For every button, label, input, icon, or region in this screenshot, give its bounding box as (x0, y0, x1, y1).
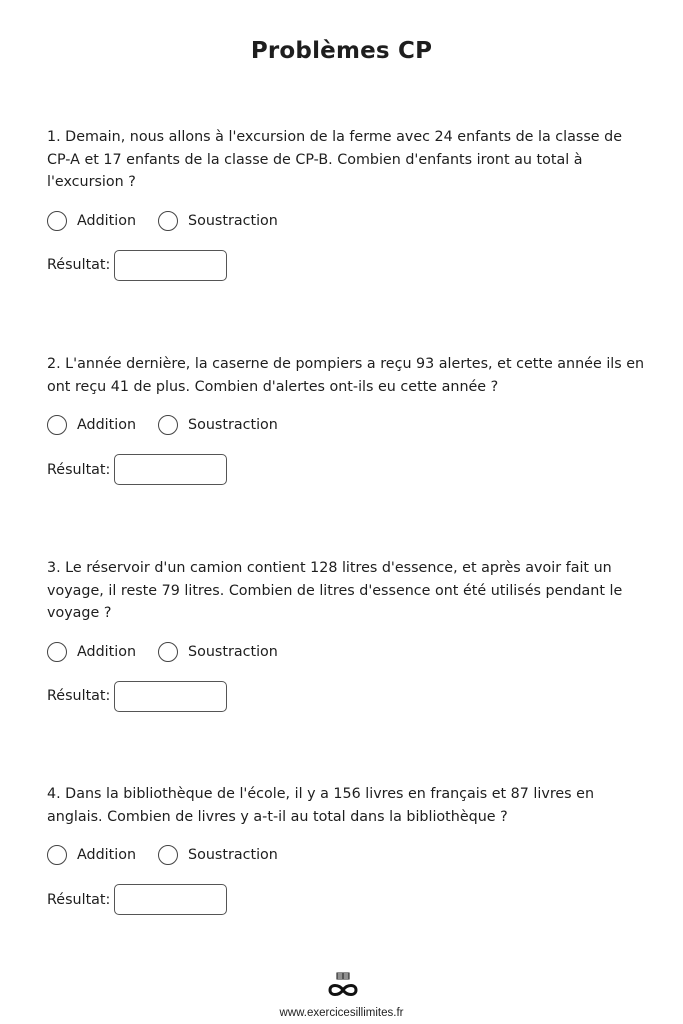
result-input[interactable] (114, 250, 227, 281)
soustraction-option[interactable] (158, 642, 278, 662)
soustraction-radio[interactable] (158, 642, 178, 662)
addition-option[interactable] (47, 415, 136, 435)
problem-question: 3. Le réservoir d'un camion contient 128 litres d'essence, et après avoir fait un voyage, il reste 79 litres. Combien de litres d'essence ont été utilisés pendant le voyage ? (47, 560, 623, 621)
soustraction-label: Soustraction (188, 212, 278, 229)
soustraction-label: Soustraction (188, 643, 278, 660)
problem-question: 2. L'année dernière, la caserne de pompiers a reçu 93 alertes, et cette année ils en ont reçu 41 de plus. Combien d'alertes ont-ils eu cette année ? (47, 356, 645, 395)
soustraction-radio[interactable] (158, 211, 178, 231)
soustraction-radio[interactable] (158, 845, 178, 865)
soustraction-radio[interactable] (158, 415, 178, 435)
problem-question: 1. Demain, nous allons à l'excursion de la ferme avec 24 enfants de la classe de CP-A et 17 enfants de la classe de CP-B. Combien d'enfants iront au total à l'excursion ? (47, 129, 622, 190)
result-row (47, 250, 647, 281)
operation-options (47, 640, 647, 664)
operation-options (47, 413, 647, 437)
problem-4 (47, 783, 647, 915)
result-label: Résultat: (47, 891, 111, 908)
addition-label: Addition (77, 417, 137, 433)
addition-radio[interactable] (47, 211, 67, 231)
soustraction-label: Soustraction (188, 417, 278, 433)
problem-3 (47, 557, 647, 712)
addition-label: Addition (77, 847, 137, 863)
problem-2 (47, 353, 647, 485)
page-title: Problèmes CP (250, 38, 433, 64)
problem-1 (47, 126, 647, 281)
addition-radio[interactable] (47, 642, 67, 662)
addition-option[interactable] (47, 211, 136, 231)
soustraction-option[interactable] (158, 415, 278, 435)
addition-option[interactable] (47, 845, 136, 865)
result-label: Résultat: (47, 461, 111, 478)
result-row (47, 884, 647, 915)
footer-url: www.exercicesillimites.fr (279, 1007, 404, 1019)
operation-options (47, 209, 647, 233)
result-row (47, 454, 647, 485)
operation-options (47, 843, 647, 867)
infinity-book-icon (326, 970, 360, 1000)
problem-question: 4. Dans la bibliothèque de l'école, il y a 156 livres en français et 87 livres en anglais. Combien de livres y a-t-il au total dans la bibliothèque ? (47, 786, 595, 825)
addition-label: Addition (77, 212, 137, 229)
soustraction-option[interactable] (158, 211, 278, 231)
soustraction-option[interactable] (158, 845, 278, 865)
result-label: Résultat: (47, 688, 111, 704)
result-row (47, 681, 647, 712)
result-label: Résultat: (47, 257, 111, 273)
addition-radio[interactable] (47, 415, 67, 435)
soustraction-label: Soustraction (188, 847, 278, 863)
addition-radio[interactable] (47, 845, 67, 865)
result-input[interactable] (114, 454, 227, 485)
result-input[interactable] (114, 884, 227, 915)
addition-option[interactable] (47, 642, 136, 662)
addition-label: Addition (77, 643, 137, 660)
result-input[interactable] (114, 681, 227, 712)
